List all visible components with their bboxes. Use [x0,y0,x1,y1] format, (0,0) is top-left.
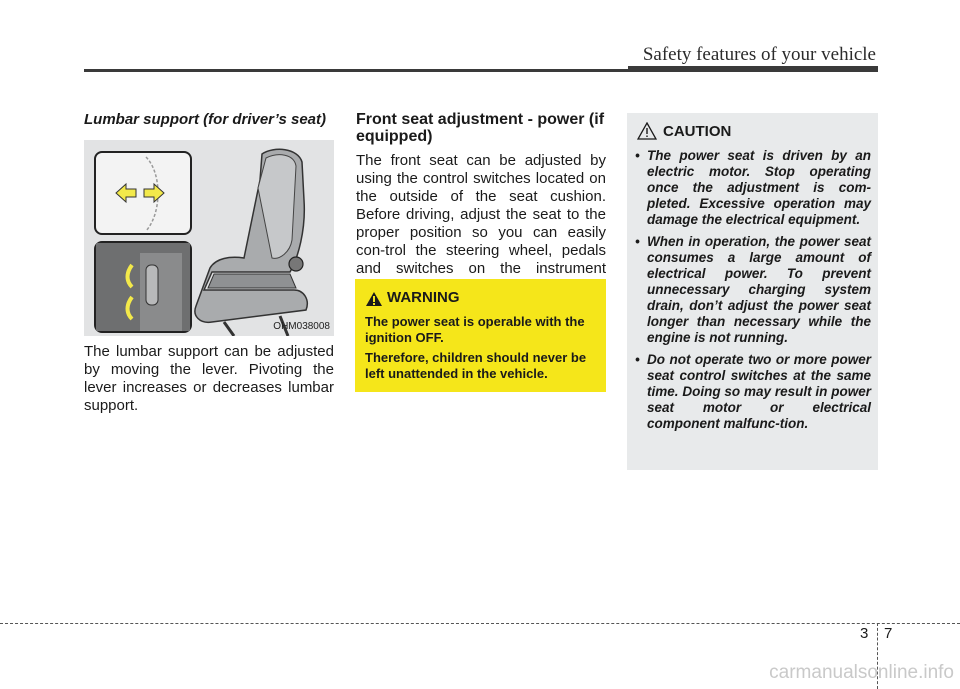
caution-item-text: Do not operate two or more power seat control switches at the same time. Doing so may result in power seat motor or electrical component malfunc-tion. [647,352,871,431]
inset-lumbar-lever [94,241,192,333]
lumbar-figure [84,140,334,336]
power-seat-body: The front seat can be adjusted by using the control switches located on the outside of the seat cushion. Before driving, adjust the seat to the proper position so you can easily con-trol the steering wheel, pedals and switches on the instrument [356,152,606,277]
caution-item [635,352,871,432]
lumbar-direction-arrows [96,153,190,233]
lumbar-support-title: Lumbar support (for driver’s seat) [84,111,326,128]
caution-bullet: • [635,352,640,367]
caution-heading: CAUTION [663,123,732,140]
caution-item-text: The power seat is driven by an electric motor. Stop operating once the adjustment is com-pleted. Excessive operation may damage the electrical equipment. [647,148,871,227]
running-header: Safety features of your vehicle [642,44,876,65]
warning-text-1: The power seat is operable with the ignition OFF. [365,314,585,345]
caution-box [627,113,878,470]
chapter-number: 3 [860,625,869,642]
caution-item [635,234,871,346]
warning-heading: WARNING [387,289,460,306]
caution-item-text: When in operation, the power seat consumes a large amount of electrical power. To prevent unnecessary charging system drain, don’t adjust the power seat longer than necessary while the engine is not running. [647,234,871,345]
warning-triangle-icon [365,291,383,307]
lumbar-lever-detail [96,243,190,331]
lumbar-support-body: The lumbar support can be adjusted by moving the lever. Pivoting the lever increases or decreases lumbar support. [84,343,334,414]
warning-text-2: Therefore, children should never be left unattended in the vehicle. [365,350,587,381]
caution-bullet: • [635,148,640,163]
power-seat-title: Front seat adjustment - power (if equipped) [356,111,605,145]
inset-lumbar-arrows [94,151,192,235]
header-rule-accent [628,66,878,72]
caution-list [635,148,871,438]
page-number: 7 [884,625,893,642]
watermark: carmanualsonline.info [769,662,954,683]
footer-rule [0,623,960,624]
caution-triangle-icon [637,122,657,140]
figure-code: OHM038008 [273,321,330,332]
caution-item [635,148,871,228]
caution-bullet: • [635,234,640,249]
warning-box [355,279,606,392]
